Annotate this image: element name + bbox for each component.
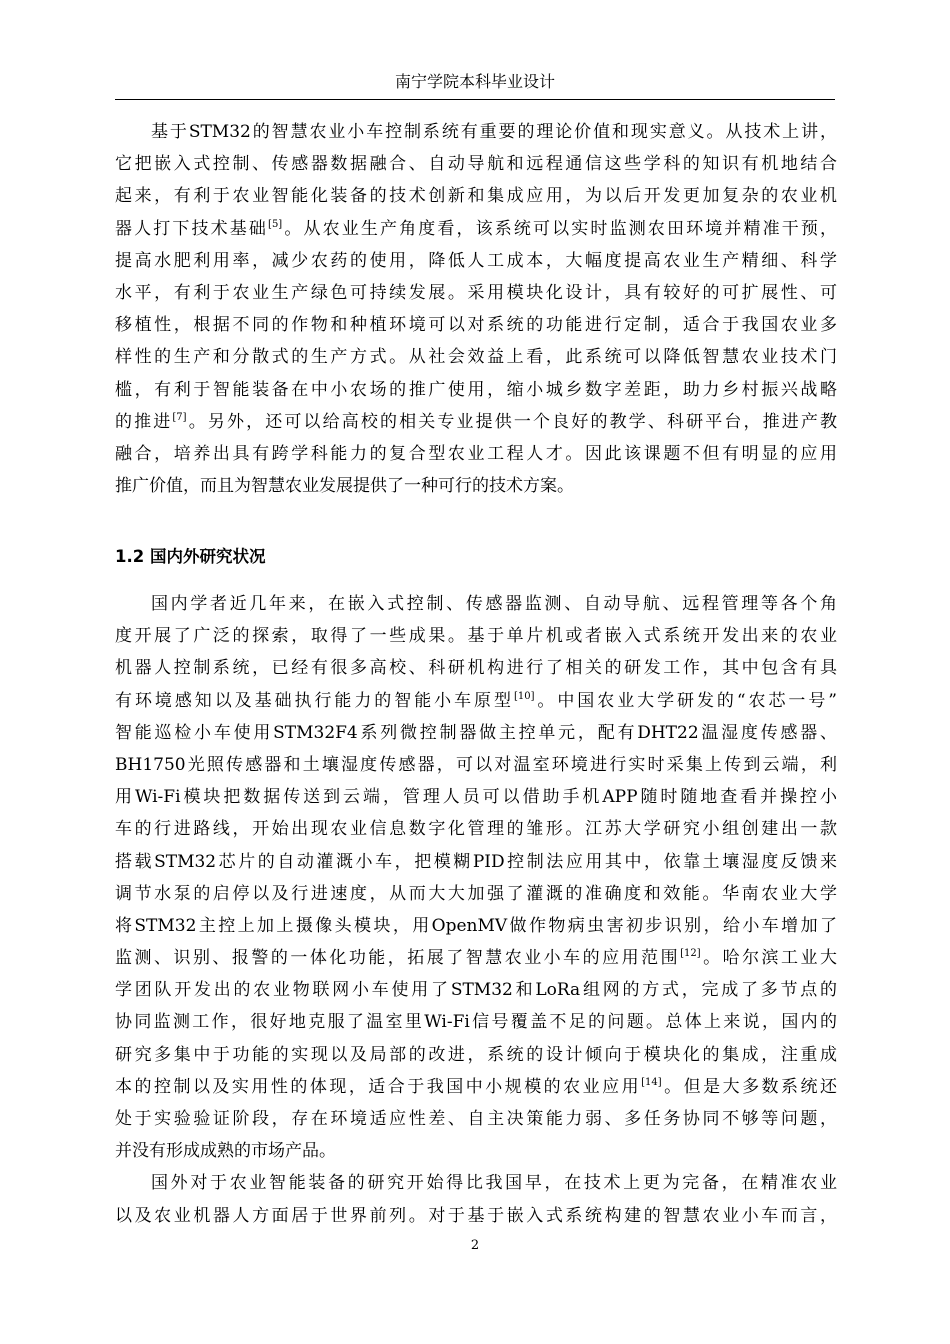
text-segment: 。但是大多数系统还 <box>661 1076 838 1097</box>
citation: [14] <box>641 1076 662 1088</box>
citation: [12] <box>680 948 701 960</box>
text-line <box>115 213 837 245</box>
text-line: 智能巡检小车使用STM32F4系列微控制器做主控单元，配有DHT22温湿度传感器、 <box>115 722 837 743</box>
text-line: 车的行进路线，开始出现农业信息数字化管理的雏形。江苏大学研究小组创建出一款 <box>115 819 837 840</box>
text-line: 学团队开发出的农业物联网小车使用了STM32和LoRa组网的方式，完成了多节点的 <box>115 980 837 1001</box>
text-segment: 。另外，还可以给高校的相关专业提供一个良好的教学、科研平台，推进产教 <box>186 411 838 432</box>
text-line <box>115 406 837 438</box>
citation: [5] <box>268 218 283 230</box>
page-number: 2 <box>470 1238 480 1253</box>
text-segment: 的推进 <box>115 411 173 432</box>
text-line: 研究多集中于功能的实现以及局部的改进，系统的设计倾向于模块化的集成，注重成 <box>115 1044 837 1065</box>
text-segment: 有环境感知以及基础执行能力的智能小车原型 <box>115 690 514 711</box>
text-segment: 器人打下技术基础 <box>115 218 269 239</box>
section-heading: 1.2 国内外研究状况 <box>115 547 266 566</box>
page-header: 南宁学院本科毕业设计 <box>394 72 555 91</box>
text-line: 融合，培养出具有跨学科能力的复合型农业工程人才。因此该课题不但有明显的应用 <box>115 443 837 464</box>
text-line: 槛，有利于智能装备在中小农场的推广使用，缩小城乡数字差距，助力乡村振兴战略 <box>115 379 837 400</box>
text-segment: 。从农业生产角度看，该系统可以实时监测农田环境并精准干预， <box>282 218 838 239</box>
text-line: 机器人控制系统，已经有很多高校、科研机构进行了相关的研发工作，其中包含有具 <box>115 658 837 679</box>
text-segment: 。哈尔滨工业大 <box>700 948 838 969</box>
text-line: 国内学者近几年来，在嵌入式控制、传感器监测、自动导航、远程管理等各个角 <box>151 594 837 614</box>
text-line: 搭载STM32芯片的自动灌溉小车，把模糊PID控制法应用其中，依靠土壤湿度反馈来 <box>115 851 837 872</box>
text-segment: 。中国农业大学研发的“农芯一号” <box>534 690 837 711</box>
text-line <box>115 942 837 974</box>
text-line: 样性的生产和分散式的生产方式。从社会效益上看，此系统可以降低智慧农业技术门 <box>115 347 837 368</box>
text-line: 将STM32主控上加上摄像头模块，用OpenMV做作物病虫害初步识别，给小车增加了 <box>115 915 837 936</box>
citation: [10] <box>513 690 535 702</box>
header-rule <box>115 99 835 100</box>
text-line: 推广价值，而且为智慧农业发展提供了一种可行的技术方案。 <box>115 476 574 497</box>
text-line: 提高水肥利用率，减少农药的使用，降低人工成本，大幅度提高农业生产精细、科学 <box>115 250 837 271</box>
text-line: 调节水泵的启停以及行进速度，从而大大加强了灌溉的准确度和效能。华南农业大学 <box>115 883 837 904</box>
text-line <box>115 685 837 717</box>
citation: [7] <box>172 411 187 423</box>
text-line <box>115 1071 837 1103</box>
text-line: 协同监测工作，很好地克服了温室里Wi-Fi信号覆盖不足的问题。总体上来说，国内的 <box>115 1012 837 1033</box>
text-line: 它把嵌入式控制、传感器数据融合、自动导航和远程通信这些学科的知识有机地结合 <box>115 154 837 175</box>
text-line: 度开展了广泛的探索，取得了一些成果。基于单片机或者嵌入式系统开发出来的农业 <box>115 626 837 647</box>
text-line: BH1750光照传感器和土壤湿度传感器，可以对温室环境进行实时采集上传到云端，利 <box>115 754 837 775</box>
text-line: 移植性，根据不同的作物和种植环境可以对系统的功能进行定制，适合于我国农业多 <box>115 315 837 336</box>
paragraph-2 <box>115 588 837 1232</box>
text-segment: 监测、识别、报警的一体化功能，拓展了智慧农业小车的应用范围 <box>115 948 681 969</box>
text-line: 并没有形成成熟的市场产品。 <box>115 1141 336 1162</box>
text-segment: 本的控制以及实用性的体现，适合于我国中小规模的农业应用 <box>115 1076 642 1097</box>
text-line: 以及农业机器人方面居于世界前列。对于基于嵌入式系统构建的智慧农业小车而言， <box>115 1205 837 1226</box>
paragraph-1 <box>115 116 837 502</box>
text-line: 处于实验验证阶段，存在环境适应性差、自主决策能力弱、多任务协同不够等问题， <box>115 1109 837 1129</box>
text-line: 起来，有利于农业智能化装备的技术创新和集成应用，为以后开发更加复杂的农业机 <box>115 186 837 207</box>
text-line: 基于STM32的智慧农业小车控制系统有重要的理论价值和现实意义。从技术上讲， <box>151 122 837 142</box>
text-line: 用Wi-Fi模块把数据传送到云端，管理人员可以借助手机APP随时随地查看并操控小 <box>115 787 837 808</box>
text-line: 水平，有利于农业生产绿色可持续发展。采用模块化设计，具有较好的可扩展性、可 <box>115 282 837 303</box>
text-line: 国外对于农业智能装备的研究开始得比我国早，在技术上更为完备，在精准农业 <box>151 1173 837 1194</box>
